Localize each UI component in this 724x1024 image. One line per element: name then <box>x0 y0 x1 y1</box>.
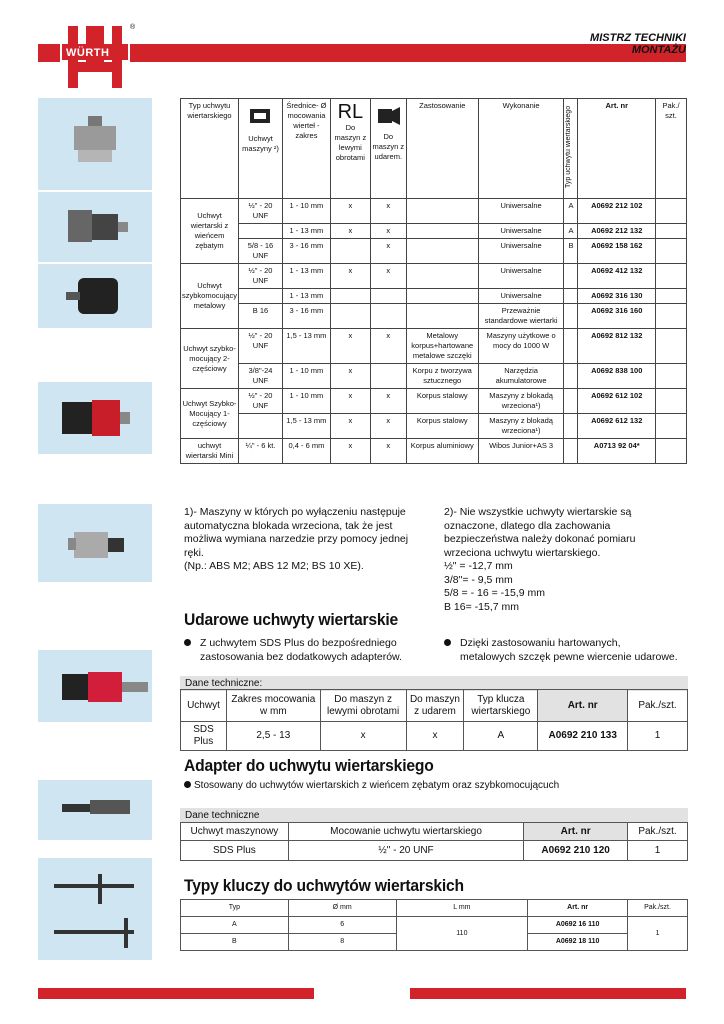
application: Korpus stalowy <box>406 414 478 439</box>
brand-tagline <box>590 32 686 56</box>
col-header: Typ <box>181 900 289 917</box>
section3-table <box>180 899 688 951</box>
clamping-range: 1 - 10 mm <box>282 389 330 414</box>
application <box>406 304 478 329</box>
col-header: Art. nr <box>528 900 628 917</box>
left-rotation: x <box>330 389 370 414</box>
cell: x <box>320 722 406 751</box>
cell: SDS Plus <box>181 841 289 861</box>
chuck-key-type <box>564 414 578 439</box>
product-photo-chuck-2 <box>38 192 152 262</box>
hdr-pak: Pak./ szt. <box>656 99 687 199</box>
cell: 2,5 - 13 <box>226 722 320 751</box>
hdr-udar <box>370 99 406 199</box>
col-header: Uchwyt maszynowy <box>181 823 289 841</box>
note-line: automatyczna blokada wrzeciona, tak że jest <box>184 519 393 532</box>
cell: SDS Plus <box>181 722 227 751</box>
pack-qty <box>656 439 687 464</box>
note-line: ½" = -12,7 mm <box>444 560 513 572</box>
article-number: A0692 212 132 <box>578 224 656 239</box>
hdr-lewe-label: Do maszyn z lewymi obrotami <box>334 123 367 162</box>
logo-text: WÜRTH <box>66 47 110 59</box>
version: Uniwersalne <box>478 239 564 264</box>
article-number: A0692 316 130 <box>578 289 656 304</box>
spindle-thread: ½" - 20 UNF <box>239 264 283 289</box>
application: Korpus stalowy <box>406 389 478 414</box>
col-header: Mocowanie uchwytu wiertarskiego <box>288 823 523 841</box>
footer-bar-right <box>410 988 686 999</box>
application <box>406 264 478 289</box>
hammer-mode: x <box>370 239 406 264</box>
product-photo-adapter <box>38 780 152 840</box>
spindle-icon <box>244 101 276 131</box>
application <box>406 239 478 264</box>
application: Korpu z tworzywa sztucznego <box>406 364 478 389</box>
article-number: A0692 612 102 <box>578 389 656 414</box>
pack-qty <box>656 239 687 264</box>
chuck-key-type <box>564 329 578 364</box>
hammer-mode <box>370 364 406 389</box>
product-photo-chuck-4 <box>38 382 152 454</box>
hammer-mode: x <box>370 264 406 289</box>
version: Narzędzia akumulatorowe <box>478 364 564 389</box>
note-line: 1)- Maszyny w których po wyłączeniu następuje <box>184 506 406 518</box>
section2-table <box>180 822 688 861</box>
pack-qty <box>656 224 687 239</box>
pack-qty <box>656 264 687 289</box>
pack-qty <box>656 414 687 439</box>
chuck-type: Uchwyt szybkomocujący metalowy <box>181 264 239 329</box>
product-photo-sds-chuck <box>38 650 152 722</box>
chuck-key-type: A <box>564 224 578 239</box>
spindle-thread: ½" - 20 UNF <box>239 199 283 224</box>
section1-bullet1-text: Z uchwytem SDS Plus do bezpośredniego zastosowania bez dodatkowych adapterów. <box>200 637 402 663</box>
version: Wibos Junior+AS 3 <box>478 439 564 464</box>
clamping-range: 1 - 10 mm <box>282 199 330 224</box>
hdr-typ-uchwytu-label: Typ uchwytu wiertarskiego <box>565 105 573 189</box>
version: Uniwersalne <box>478 224 564 239</box>
col-header: Uchwyt <box>181 690 227 722</box>
bullet-dot <box>444 639 451 646</box>
cell: ½" - 20 UNF <box>288 841 523 861</box>
col-header: Do maszyn z lewymi obrotami <box>320 690 406 722</box>
section2-dane-label: Dane techniczne <box>180 808 688 823</box>
pack-qty <box>656 364 687 389</box>
spindle-thread: B 16 <box>239 304 283 329</box>
table-row <box>181 389 687 414</box>
note-line: 3/8"= - 9,5 mm <box>444 573 513 586</box>
hammer-mode <box>370 289 406 304</box>
clamping-range: 1 - 13 mm <box>282 264 330 289</box>
hdr-rl <box>330 99 370 199</box>
spindle-thread: ¼" - 6 kt. <box>239 439 283 464</box>
cell: 8 <box>288 934 396 951</box>
hammer-mode: x <box>370 439 406 464</box>
table-row <box>181 439 687 464</box>
col-header: Pak./szt. <box>628 823 688 841</box>
hammer-mode: x <box>370 199 406 224</box>
hdr-wyk: Wykonanie <box>478 99 564 199</box>
wurth-logo <box>60 22 136 90</box>
col-header: Art. nr <box>538 690 628 722</box>
hdr-udar-label: Do maszyn z udarem. <box>372 132 405 161</box>
hammer-mode: x <box>370 224 406 239</box>
pack-qty <box>656 304 687 329</box>
table-row <box>181 239 687 264</box>
table-row <box>181 289 687 304</box>
section1-dane-label: Dane techniczne: <box>180 676 688 691</box>
chuck-type: uchwyt wiertarski Mini <box>181 439 239 464</box>
registered-mark: ® <box>130 24 136 31</box>
table-row <box>181 224 687 239</box>
hdr-typ: Typ uchwytu wiertarskiego <box>181 99 239 199</box>
footer-bar-left <box>38 988 314 999</box>
spindle-thread <box>239 289 283 304</box>
chuck-key-type <box>564 264 578 289</box>
hammer-mode: x <box>370 389 406 414</box>
left-rotation: x <box>330 329 370 364</box>
chuck-key-type <box>564 364 578 389</box>
application <box>406 224 478 239</box>
product-photo-chuck-3 <box>38 264 152 328</box>
version: Uniwersalne <box>478 199 564 224</box>
col-header: Zakres mocowania w mm <box>226 690 320 722</box>
pack-qty <box>656 329 687 364</box>
product-photo-chuck-5 <box>38 504 152 582</box>
spindle-thread: 5/8 - 16 UNF <box>239 239 283 264</box>
header-red-bar <box>38 44 686 62</box>
version: Uniwersalne <box>478 264 564 289</box>
product-photo-keys <box>38 858 152 960</box>
section1-table <box>180 689 688 751</box>
version: Przeważnie standardowe wiertarki <box>478 304 564 329</box>
version: Maszyny z blokadą wrzeciona¹) <box>478 389 564 414</box>
left-rotation: x <box>330 439 370 464</box>
note-line: B 16= -15,7 mm <box>444 600 519 613</box>
hdr-uchwyt <box>239 99 283 199</box>
left-rotation <box>330 289 370 304</box>
cell: A0692 210 120 <box>524 841 628 861</box>
cell: A <box>181 917 289 934</box>
product-photo-chuck-1 <box>38 98 152 190</box>
table-row <box>181 264 687 289</box>
note-line: bezpieczeństwa należy dokonać pomiaru <box>444 533 636 545</box>
section1-bullet2 <box>444 636 694 664</box>
left-rotation: x <box>330 414 370 439</box>
spindle-thread: ½" - 20 UNF <box>239 389 283 414</box>
note-line: 5/8 = - 16 = -15,9 mm <box>444 587 545 599</box>
cell: 1 <box>628 722 688 751</box>
hammer-drill-icon <box>374 101 402 129</box>
section1-title: Udarowe uchwyty wiertarskie <box>184 610 399 629</box>
article-number: A0692 212 102 <box>578 199 656 224</box>
hdr-zast: Zastosowanie <box>406 99 478 199</box>
bullet-dot <box>184 781 191 788</box>
note-line: wrzeciona uchwytu wiertarskiego. <box>444 546 601 559</box>
hdr-uchwyt-label: Uchwyt maszyny ²) <box>242 134 279 153</box>
chuck-table <box>180 98 687 464</box>
hdr-typ-uchwytu <box>564 99 578 199</box>
cell: 6 <box>288 917 396 934</box>
tagline-line1: MISTRZ TECHNIKI <box>590 32 686 44</box>
hammer-mode: x <box>370 414 406 439</box>
chuck-key-type <box>564 389 578 414</box>
note-1 <box>184 506 434 574</box>
application <box>406 199 478 224</box>
col-header: Pak./szt. <box>628 900 688 917</box>
table-row <box>181 199 687 224</box>
version: Maszyny użytkowe o mocy do 1000 W <box>478 329 564 364</box>
clamping-range: 1 - 13 mm <box>282 289 330 304</box>
left-rotation: x <box>330 199 370 224</box>
cell: 1 <box>628 841 688 861</box>
col-header: Typ klucza wiertarskiego <box>464 690 538 722</box>
cell: 110 <box>396 917 528 951</box>
note-line: oznaczone, dlatego dla zachowania <box>444 519 611 532</box>
cell: 1 <box>628 917 688 951</box>
spindle-thread: 3/8"-24 UNF <box>239 364 283 389</box>
spindle-thread: ½" - 20 UNF <box>239 329 283 364</box>
cell: B <box>181 934 289 951</box>
cell: A0692 18 110 <box>528 934 628 951</box>
clamping-range: 1,5 - 13 mm <box>282 329 330 364</box>
application <box>406 289 478 304</box>
left-rotation: x <box>330 264 370 289</box>
section2-title: Adapter do uchwytu wiertarskiego <box>184 756 434 775</box>
clamping-range: 1,5 - 13 mm <box>282 414 330 439</box>
chuck-key-type <box>564 289 578 304</box>
section2-bullet <box>184 779 684 793</box>
cell: A0692 210 133 <box>538 722 628 751</box>
chuck-key-type <box>564 439 578 464</box>
rl-icon: RL <box>337 101 364 123</box>
section1-bullet2-text: Dzięki zastosowaniu hartowanych, metalowych szczęk pewne wiercenie udarowe. <box>460 637 678 663</box>
col-header: Art. nr <box>524 823 628 841</box>
left-rotation <box>330 304 370 329</box>
chuck-key-type: A <box>564 199 578 224</box>
hdr-art: Art. nr <box>578 99 656 199</box>
version: Maszyny z blokadą wrzeciona¹) <box>478 414 564 439</box>
note-line: ręki. <box>184 546 204 559</box>
article-number: A0692 838 100 <box>578 364 656 389</box>
clamping-range: 3 - 16 mm <box>282 304 330 329</box>
article-number: A0692 158 162 <box>578 239 656 264</box>
chuck-type: Uchwyt szybko-mocujący 2-częściowy <box>181 329 239 389</box>
note-line: (Np.: ABS M2; ABS 12 M2; BS 10 XE). <box>184 560 364 572</box>
article-number: A0692 812 132 <box>578 329 656 364</box>
col-header: L mm <box>396 900 528 917</box>
pack-qty <box>656 389 687 414</box>
clamping-range: 3 - 16 mm <box>282 239 330 264</box>
article-number: A0713 92 04* <box>578 439 656 464</box>
col-header: Do maszyn z udarem <box>406 690 464 722</box>
bullet-dot <box>184 639 191 646</box>
col-header: Pak./szt. <box>628 690 688 722</box>
application: Korpus aluminiowy <box>406 439 478 464</box>
clamping-range: 0,4 - 6 mm <box>282 439 330 464</box>
table-row <box>181 414 687 439</box>
pack-qty <box>656 199 687 224</box>
application: Metalowy korpus+hartowane metalowe szczęki <box>406 329 478 364</box>
table-row <box>181 329 687 364</box>
section1-bullet1 <box>184 636 444 664</box>
chuck-key-type <box>564 304 578 329</box>
col-header: Ø mm <box>288 900 396 917</box>
version: Uniwersalne <box>478 289 564 304</box>
article-number: A0692 316 160 <box>578 304 656 329</box>
chuck-key-type: B <box>564 239 578 264</box>
chuck-type: Uchwyt Szybko-Mocujący 1-częściowy <box>181 389 239 439</box>
note-line: możliwa wymiana narzedzie przy pomocy jednej <box>184 533 409 545</box>
cell: A0692 16 110 <box>528 917 628 934</box>
clamping-range: 1 - 10 mm <box>282 364 330 389</box>
note-line: 2)- Nie wszystkie uchwyty wiertarskie są <box>444 506 632 518</box>
article-number: A0692 412 132 <box>578 264 656 289</box>
clamping-range: 1 - 13 mm <box>282 224 330 239</box>
chuck-type: Uchwyt wiertarski z wieńcem zębatym <box>181 199 239 264</box>
table-row <box>181 364 687 389</box>
article-number: A0692 612 132 <box>578 414 656 439</box>
left-rotation: x <box>330 224 370 239</box>
tagline-line2: MONTAŻU <box>631 44 686 56</box>
cell: A <box>464 722 538 751</box>
cell: x <box>406 722 464 751</box>
section2-bullet-text: Stosowany do uchwytów wiertarskich z wieńcem zębatym oraz szybkomocującuch <box>194 780 560 791</box>
left-rotation: x <box>330 364 370 389</box>
hammer-mode: x <box>370 329 406 364</box>
note-2 <box>444 506 688 614</box>
table-row <box>181 304 687 329</box>
hdr-srednica: Średnice- Ø mocowania wierteł - zakres <box>282 99 330 199</box>
pack-qty <box>656 289 687 304</box>
spindle-thread <box>239 414 283 439</box>
left-rotation <box>330 239 370 264</box>
spindle-thread <box>239 224 283 239</box>
hammer-mode <box>370 304 406 329</box>
section3-title: Typy kluczy do uchwytów wiertarskich <box>184 876 464 895</box>
